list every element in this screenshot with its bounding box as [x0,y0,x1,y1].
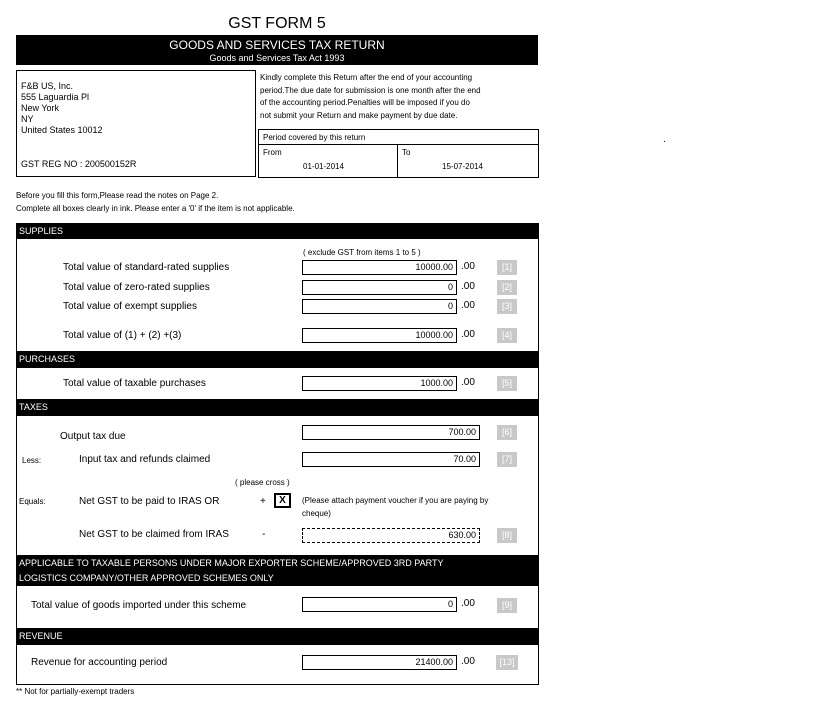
company-address [21,81,103,136]
notice-line-3: of the accounting period.Penalties will be imposed if you do [260,98,470,107]
footnote: ** Not for partially-exempt traders [16,687,135,696]
period-box [258,129,539,178]
zero-rated-label: Total value of zero-rated supplies [63,282,210,293]
decimal-suffix: .00 [461,377,475,388]
net-gst-paid-label: Net GST to be paid to IRAS OR [79,496,220,507]
taxable-purchases-input[interactable]: 1000.00 [302,376,457,391]
period-label: Period covered by this return [263,133,366,142]
zero-rated-input[interactable]: 0 [302,280,457,295]
equals-label: Equals: [19,497,46,506]
applicable-heading [16,555,539,586]
ref-box-13: [13] [496,655,518,670]
revenue-heading: REVENUE [16,628,539,645]
payment-voucher-note-line-1: (Please attach payment voucher if you are paying by [302,496,489,505]
instructions-line-1: Before you fill this form,Please read the notes on Page 2. [16,191,219,200]
company-state: NY [21,114,34,124]
ref-box-7: [7] [497,452,517,467]
notice-line-4: not submit your Return and make payment by due date. [260,110,458,120]
company-street: 555 Laguardia Pl [21,92,90,102]
company-name: F&B US, Inc. [21,81,74,91]
exempt-label: Total value of exempt supplies [63,301,197,312]
ref-box-3: [3] [497,299,517,314]
standard-rated-input[interactable]: 10000.00 [302,260,457,275]
submission-notice [260,72,540,122]
plus-sign: + [260,496,266,507]
form-header [16,35,538,65]
period-from-value[interactable]: 01-01-2014 [303,162,344,171]
applicable-heading-line-2: LOGISTICS COMPANY/OTHER APPROVED SCHEMES ONLY [19,573,274,583]
revenue-label: Revenue for accounting period [31,657,168,668]
decimal-suffix: .00 [461,598,475,609]
output-tax-label: Output tax due [60,431,126,442]
company-city: New York [21,103,60,113]
period-divider [259,144,538,145]
ref-box-2: [2] [497,280,517,295]
ref-box-4: [4] [497,328,517,343]
net-gst-input[interactable]: 630.00 [302,528,480,543]
purchases-heading: PURCHASES [16,351,539,368]
supplies-total-label: Total value of (1) + (2) +(3) [63,330,182,341]
form-title: GST FORM 5 [228,15,326,32]
notice-line-2: period.The due date for submission is one month after the end [260,85,481,95]
period-from-label: From [263,148,282,157]
company-address-box [16,70,256,177]
taxable-purchases-label: Total value of taxable purchases [63,378,206,389]
output-tax-input[interactable]: 700.00 [302,425,480,440]
decimal-suffix: .00 [461,329,475,340]
period-separator [397,144,398,177]
form-header-title: GOODS AND SERVICES TAX RETURN [169,38,385,52]
less-label: Less: [22,456,42,465]
decimal-suffix: .00 [461,281,475,292]
input-tax-input[interactable]: 70.00 [302,452,480,467]
gst-reg [21,159,136,169]
payment-voucher-note [302,495,488,520]
goods-imported-label: Total value of goods imported under this scheme [31,600,247,611]
decimal-suffix: .00 [461,656,475,667]
instructions-line-2: Complete all boxes clearly in ink. Please enter a '0' if the item is not applicable. [16,203,295,213]
gst-reg-label: GST REG NO : [21,159,83,169]
notice-line-1: Kindly complete this Return after the end of your accounting [260,73,473,82]
input-tax-label: Input tax and refunds claimed [79,454,211,465]
decimal-suffix: .00 [461,300,475,311]
applicable-heading-line-1: APPLICABLE TO TAXABLE PERSONS UNDER MAJOR EXPORTER SCHEME/APPROVED 3RD PARTY [19,558,444,568]
payment-voucher-note-line-2: cheque) [302,508,331,518]
gst-reg-number: 200500152R [84,159,137,169]
net-gst-paid-checkbox[interactable]: X [274,493,291,508]
period-to-label: To [402,148,411,157]
supplies-total-input[interactable]: 10000.00 [302,328,457,343]
revenue-input[interactable]: 21400.00 [302,655,457,670]
company-country-zip: United States 10012 [21,125,103,135]
please-cross-note: ( please cross ) [235,478,290,487]
stray-mark: . [663,134,666,145]
taxes-heading: TAXES [16,399,539,416]
standard-rated-label: Total value of standard-rated supplies [63,262,230,273]
instructions [16,190,295,215]
decimal-suffix: .00 [461,261,475,272]
minus-sign: - [262,529,266,540]
ref-box-5: [5] [497,376,517,391]
goods-imported-input[interactable]: 0 [302,597,457,612]
supplies-heading: SUPPLIES [16,223,539,239]
ref-box-8: [8] [497,528,517,543]
exempt-input[interactable]: 0 [302,299,457,314]
form-header-act: Goods and Services Tax Act 1993 [209,53,345,63]
supplies-note: ( exclude GST from items 1 to 5 ) [303,248,421,257]
period-to-value[interactable]: 15-07-2014 [442,162,483,171]
ref-box-9: [9] [497,598,517,613]
ref-box-1: [1] [497,260,517,275]
net-gst-claimed-label: Net GST to be claimed from IRAS [79,529,229,540]
ref-box-6: [6] [497,425,517,440]
